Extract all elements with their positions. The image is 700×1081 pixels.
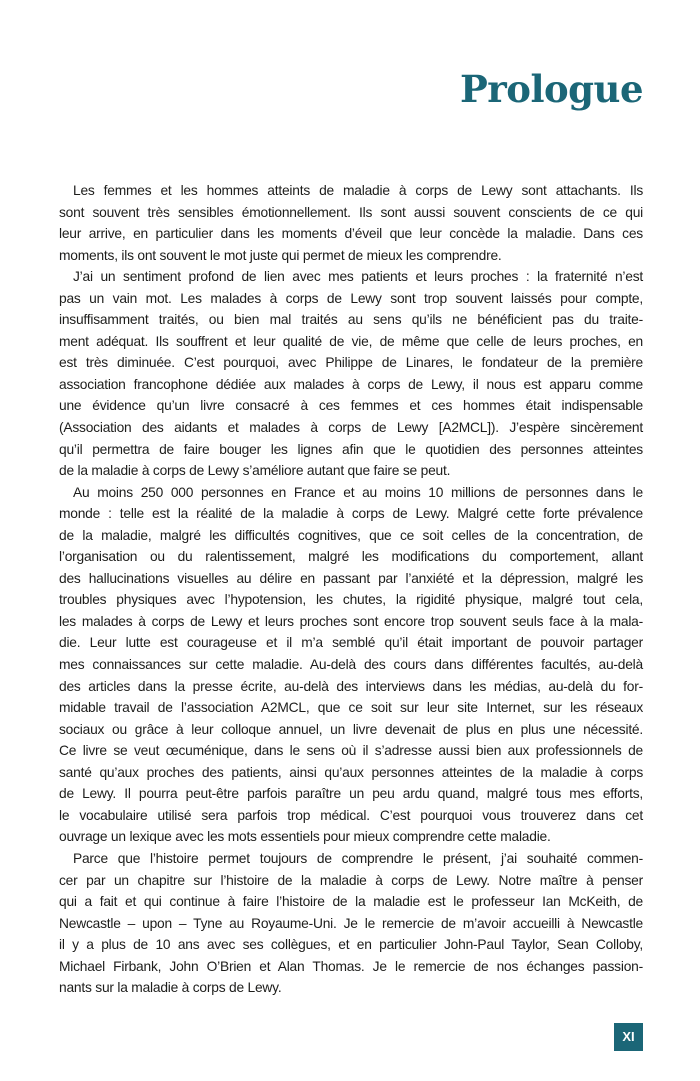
text-line: Les femmes et les hommes atteints de maladie à corps de Lewy sont attachants. Ils — [73, 183, 643, 198]
text-line: de Lewy. Il pourra peut-être parfois paraître un peu ardu quand, malgré tous mes efforts, — [59, 786, 643, 802]
text-line: qui a fait et qui continue à faire l’histoire de la maladie est le professeur Ian McKeith, de — [59, 894, 643, 910]
text-line: le vocabulaire utilisé sera parfois trop médical. C’est pourquoi vous trouverez dans cet — [59, 807, 643, 823]
text-line: qu’il permettra de faire bouger les lignes afin que le quotidien des personnes atteintes — [59, 441, 643, 457]
text-line: insuffisamment traités, ou bien mal traités au sens qu’ils ne bénéficient pas du traite- — [59, 312, 643, 328]
text-line: Newcastle – upon – Tyne au Royaume-Uni. Je le remercie de m’avoir accueilli à Newcastle — [59, 915, 643, 931]
text-line: association francophone dédiée aux malades à corps de Lewy, il nous est apparu comme — [59, 376, 643, 392]
text-line: (Association des aidants et malades à corps de Lewy [A2MCL]). J’espère sincèrement — [59, 420, 643, 436]
page-title: Prologue — [459, 67, 643, 111]
text-line: sont souvent très sensibles émotionnellement. Ils sont aussi souvent conscients de ce qui — [59, 204, 643, 220]
text-line: de la maladie, malgré les difficultés cognitives, que ce soit celles de la concentration, de — [59, 527, 643, 543]
text-line: J’ai un sentiment profond de lien avec mes patients et leurs proches : la fraternité n’est — [73, 269, 643, 285]
text-line: des hallucinations visuelles au délire en passant par l’anxiété et la dépression, malgré les — [59, 570, 643, 586]
text-line: mes connaissances sur cette maladie. Au-delà des cours dans différentes facultés, au-delà — [59, 657, 643, 673]
paragraph — [59, 482, 643, 848]
text-line: l’organisation ou du ralentissement, malgré les modifications du comportement, allant — [59, 549, 643, 565]
paragraph — [59, 848, 643, 999]
page-footer — [59, 1023, 643, 1051]
paragraph — [59, 266, 643, 481]
paragraph — [59, 180, 643, 266]
text-line: nants sur la maladie à corps de Lewy. — [59, 980, 282, 996]
text-line: leur arrive, en particulier dans les moments d’éveil que leur concède la maladie. Dans ces — [59, 226, 643, 242]
text-line: les malades à corps de Lewy et leurs proches sont encore trop souvent seuls face à la mala- — [59, 613, 643, 629]
text-line: Au moins 250 000 personnes en France et au moins 10 millions de personnes dans le — [73, 484, 643, 500]
text-line: santé qu’aux proches des patients, ainsi qu’aux personnes atteintes de la maladie à corps — [59, 764, 643, 780]
text-line: sociaux ou grâce à leur colloque annuel, un livre devenait de plus en plus une nécessité. — [59, 721, 643, 737]
text-line: troubles physiques avec l’hypotension, les chutes, la rigidité physique, malgré tout cela, — [59, 592, 643, 608]
text-line: cer par un chapitre sur l’histoire de la maladie à corps de Lewy. Notre maître à penser — [59, 872, 643, 888]
text-line: monde : telle est la réalité de la maladie à corps de Lewy. Malgré cette forte prévalence — [59, 506, 643, 522]
text-line: die. Leur lutte est courageuse et il m’a semblé qu’il était important de pouvoir partager — [59, 635, 643, 651]
text-line: pas un vain mot. Les malades à corps de Lewy sont trop souvent laissés pour compte, — [59, 290, 643, 306]
text-line: Parce que l’histoire permet toujours de comprendre le présent, j’ai souhaité commen- — [73, 850, 643, 866]
text-line: moments, ils ont souvent le mot juste qui permet de mieux les comprendre. — [59, 247, 502, 263]
text-line: ouvrage un lexique avec les mots essentiels pour mieux comprendre cette maladie. — [59, 829, 551, 845]
text-line: il y a plus de 10 ans avec ses collègues, et en particulier John-Paul Taylor, Sean Colloby, — [59, 937, 643, 953]
text-line: ment adéquat. Ils souffrent et leur qualité de vie, de même que celle de leurs proches, en — [59, 333, 643, 349]
text-line: Ce livre se veut œcuménique, dans le sens où il s’adresse aussi bien aux professionnels de — [59, 743, 643, 759]
text-line: Michael Firbank, John O’Brien et Alan Thomas. Je le remercie de nos échanges passion- — [59, 958, 643, 974]
prologue-body — [59, 180, 643, 999]
text-line: midable travail de l’association A2MCL, que ce soit sur leur site Internet, sur les réseaux — [59, 700, 643, 716]
text-line: de la maladie à corps de Lewy s’améliore autant que faire se peut. — [59, 463, 451, 479]
page-number: XI — [614, 1023, 643, 1051]
text-line: est très diminuée. C’est pourquoi, avec Philippe de Linares, le fondateur de la première — [59, 355, 643, 371]
text-line: des articles dans la presse écrite, au-delà des interviews dans les médias, au-delà du for- — [59, 678, 643, 694]
text-line: une évidence qu’un livre consacré à ces femmes et ces hommes était indispensable — [59, 398, 643, 414]
